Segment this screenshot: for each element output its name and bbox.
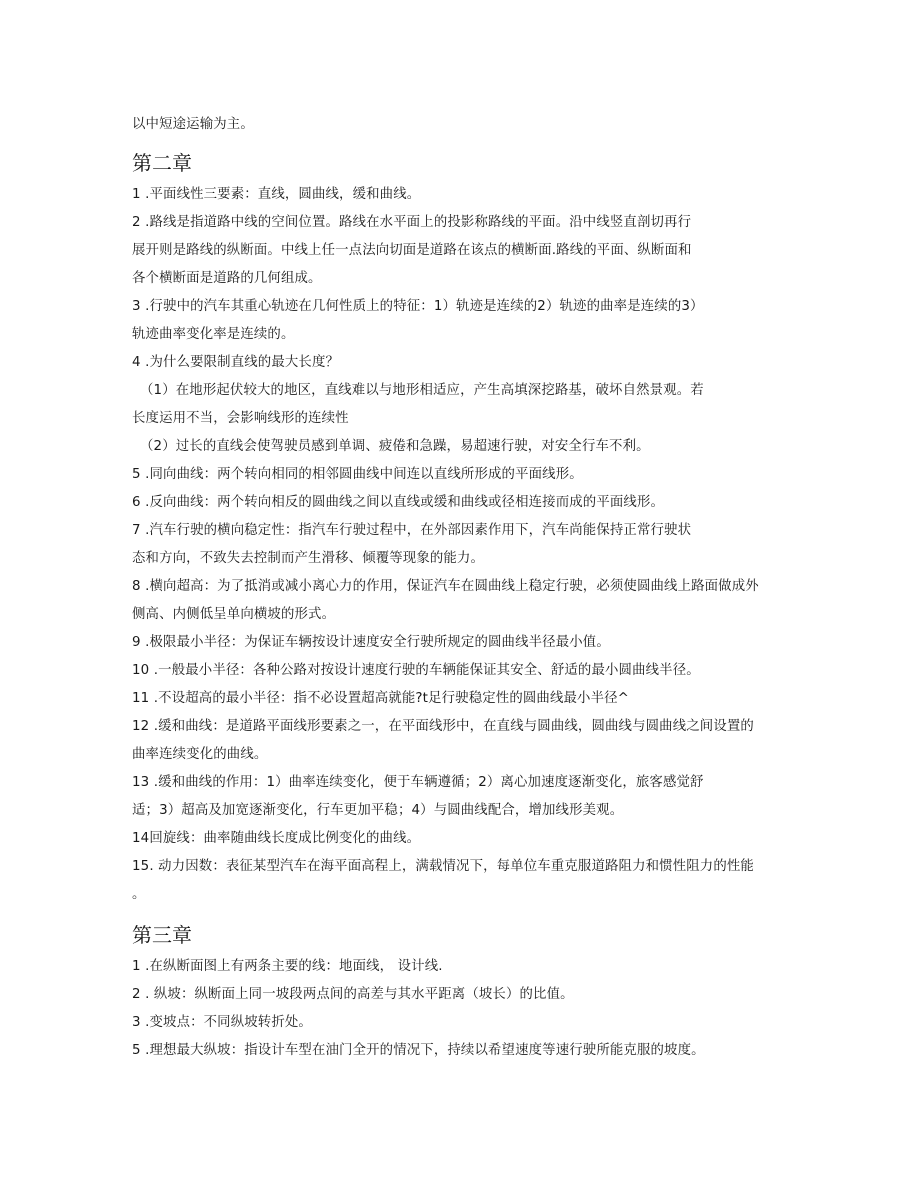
paragraph-line: 2 .路线是指道路中线的空间位置。路线在水平面上的投影称路线的平面。沿中线竖直剖切再行 — [132, 215, 692, 230]
paragraph-line: 长度运用不当，会影响线形的连续性 — [132, 411, 349, 426]
paragraph-line: 14回旋线：曲率随曲线长度成比例变化的曲线。 — [132, 831, 421, 846]
paragraph-line: 5 .同向曲线：两个转向相同的相邻圆曲线中间连以直线所形成的平面线形。 — [132, 467, 583, 482]
paragraph-line: 适；3）超高及加宽逐渐变化，行车更加平稳；4）与圆曲线配合，增加线形美观。 — [132, 803, 624, 818]
paragraph-line: 15. 动力因数：表征某型汽车在海平面高程上，满载情况下，每单位车重克服道路阻力和惯性阻力的性能 — [132, 859, 754, 874]
paragraph-line: （1）在地形起伏较大的地区，直线难以与地形相适应，产生高填深挖路基，破坏自然景观。若 — [140, 383, 704, 398]
paragraph-line: 8 .横向超高：为了抵消或减小离心力的作用，保证汽车在圆曲线上稳定行驶，必须使圆曲线上路面做成外 — [132, 579, 759, 594]
paragraph-line: 13 .缓和曲线的作用：1）曲率连续变化，便于车辆遵循；2）离心加速度逐渐变化，旅客感觉舒 — [132, 775, 704, 790]
paragraph-line: （2）过长的直线会使驾驶员感到单调、疲倦和急躁，易超速行驶，对安全行车不利。 — [140, 439, 650, 454]
paragraph-line: 各个横断面是道路的几何组成。 — [132, 271, 322, 286]
paragraph-line: 态和方向，不致失去控制而产生滑移、倾覆等现象的能力。 — [132, 551, 485, 566]
paragraph-line: 。 — [132, 887, 146, 902]
paragraph-line: 展开则是路线的纵断面。中线上任一点法向切面是道路在该点的横断面.路线的平面、纵断面和 — [132, 243, 692, 258]
paragraph-line: 1 .在纵断面图上有两条主要的线：地面线， 设计线. — [132, 959, 443, 974]
intro-line: 以中短途运输为主。 — [132, 117, 254, 132]
paragraph-line: 10 .一般最小半径：各种公路对按设计速度行驶的车辆能保证其安全、舒适的最小圆曲线半径。 — [132, 663, 700, 678]
chapter-3-heading: 第三章 — [132, 923, 192, 947]
paragraph-line: 5 .理想最大纵坡：指设计车型在油门全开的情况下，持续以希望速度等速行驶所能克服的坡度。 — [132, 1043, 705, 1058]
paragraph-line: 7 .汽车行驶的横向稳定性：指汽车行驶过程中，在外部因素作用下，汽车尚能保持正常行驶状 — [132, 523, 692, 538]
chapter-2-heading: 第二章 — [132, 151, 192, 175]
paragraph-line: 11 .不设超高的最小半径：指不必设置超高就能?t足行驶稳定性的圆曲线最小半径^ — [132, 691, 630, 706]
paragraph-line: 1 .平面线性三要素：直线，圆曲线，缓和曲线。 — [132, 187, 421, 202]
paragraph-line: 4 .为什么要限制直线的最大长度？ — [132, 355, 340, 370]
paragraph-line: 3 .变坡点：不同纵坡转折处。 — [132, 1015, 312, 1030]
paragraph-line: 3 .行驶中的汽车其重心轨迹在几何性质上的特征：1）轨迹是连续的2）轨迹的曲率是连续的3） — [132, 299, 704, 314]
paragraph-line: 曲率连续变化的曲线。 — [132, 747, 268, 762]
paragraph-line: 侧高、内侧低呈单向横坡的形式。 — [132, 607, 336, 622]
paragraph-line: 轨迹曲率变化率是连续的。 — [132, 327, 295, 342]
paragraph-line: 12 .缓和曲线：是道路平面线形要素之一，在平面线形中，在直线与圆曲线，圆曲线与圆曲线之间设置的 — [132, 719, 754, 734]
paragraph-line: 6 .反向曲线：两个转向相反的圆曲线之间以直线或缓和曲线或径相连接而成的平面线形。 — [132, 495, 665, 510]
paragraph-line: 9 .极限最小半径：为保证车辆按设计速度安全行驶所规定的圆曲线半径最小值。 — [132, 635, 610, 650]
paragraph-line: 2 . 纵坡：纵断面上同一坡段两点间的高差与其水平距离（坡长）的比值。 — [132, 987, 574, 1002]
